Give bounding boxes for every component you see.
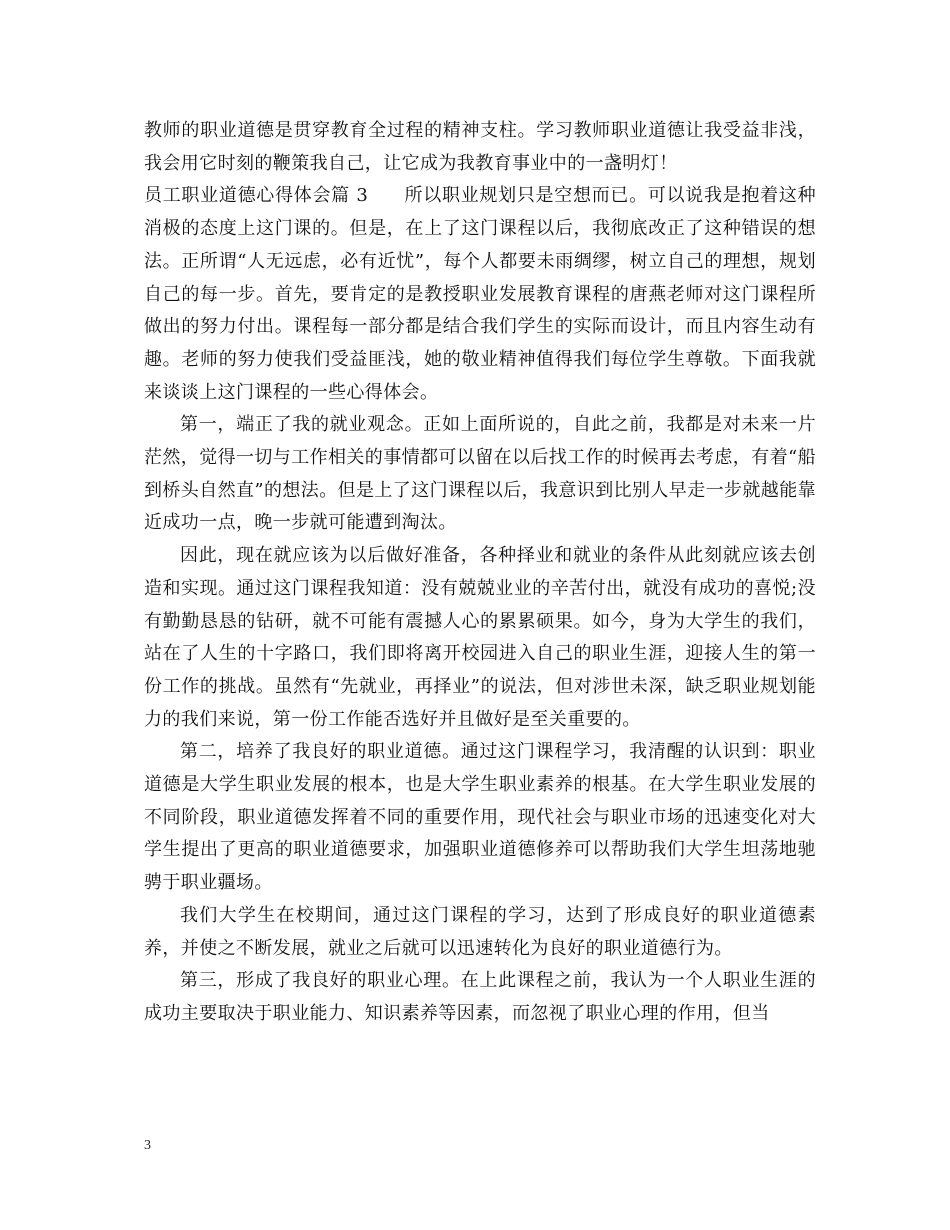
page-number: 3	[144, 1138, 151, 1153]
paragraph-third: 第三，形成了我良好的职业心理。在上此课程之前，我认为一个人职业生涯的成功主要取决于职业能力、知识素养等因素，而忽视了职业心理的作用，但当	[144, 970, 816, 1024]
paragraph-students: 我们大学生在校期间，通过这门课程的学习，达到了形成良好的职业道德素养，并使之不断发展，就业之后就可以迅速转化为良好的职业道德行为。	[144, 904, 816, 959]
section-paragraph	[144, 180, 816, 409]
paragraph-therefore: 因此，现在就应该为以后做好准备，各种择业和就业的条件从此刻就应该去创造和实现。通过这门课程我知道：没有兢兢业业的辛苦付出，就没有成功的喜悦;没有勤勤恳恳的钻研，就不可能有震撼人心的累累硕果。如今，身为大学生的我们，站在了人生的十字路口，我们即将离开校园进入自己的职业生涯，迎接人生的第一份工作的挑战。虽然有“先就业，再择业”的说法，但对涉世未深，缺乏职业规划能力的我们来说，第一份工作能否选好并且做好是至关重要的。	[144, 545, 816, 730]
paragraph-first: 第一，端正了我的就业观念。正如上面所说的，自此之前，我都是对未来一片茫然，觉得一切与工作相关的事情都可以留在以后找工作的时候再去考虑，有着“船到桥头自然直”的想法。但是上了这门课程以后，我意识到比别人早走一步就越能靠近成功一点，晚一步就可能遭到淘汰。	[144, 414, 816, 534]
section-title: 员工职业道德心得体会篇 3	[144, 185, 369, 207]
paragraph-intro: 教师的职业道德是贯穿教育全过程的精神支柱。学习教师职业道德让我受益非浅，我会用它时刻的鞭策我自己，让它成为我教育事业中的一盏明灯！	[144, 120, 816, 174]
paragraph-second: 第二，培养了我良好的职业道德。通过这门课程学习，我清醒的认识到：职业道德是大学生职业发展的根本，也是大学生职业素养的根基。在大学生职业发展的不同阶段，职业道德发挥着不同的重要作用，现代社会与职业市场的迅速变化对大学生提出了更高的职业道德要求，加强职业道德修养可以帮助我们大学生坦荡地驰骋于职业疆场。	[144, 741, 816, 894]
document-body	[144, 115, 816, 1031]
section-text: 所以职业规划只是空想而已。可以说我是抱着这种消极的态度上这门课的。但是，在上了这门课程以后，我彻底改正了这种错误的想法。正所谓“人无远虑，必有近忧”，每个人都要未雨绸缪，树立自己的理想，规划自己的每一步。首先，要肯定的是教授职业发展教育课程的唐燕老师对这门课程所做出的努力付出。课程每一部分都是结合我们学生的实际而设计，而且内容生动有趣。老师的努力使我们受益匪浅，她的敬业精神值得我们每位学生尊敬。下面我就来谈谈上这门课程的一些心得体会。	[144, 185, 816, 403]
